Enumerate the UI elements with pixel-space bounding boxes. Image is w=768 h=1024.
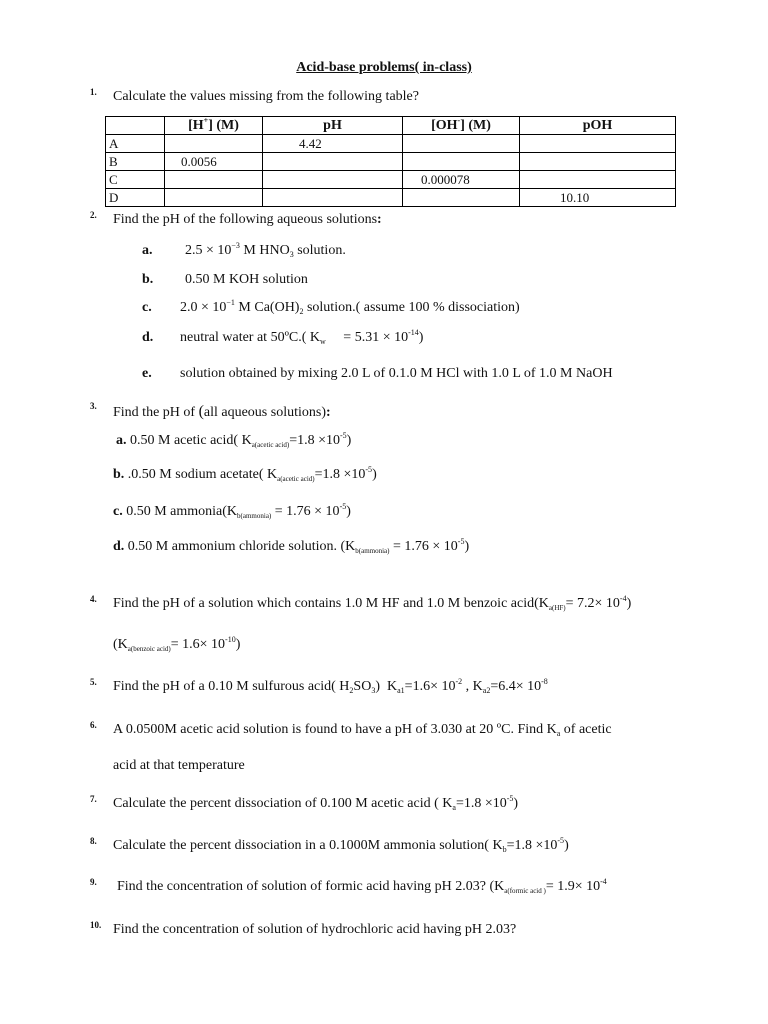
values-table xyxy=(105,116,676,207)
q2-item-d-label: d. xyxy=(142,330,154,345)
cell-poh xyxy=(520,153,676,171)
row-label: C xyxy=(106,171,165,189)
table-header-row xyxy=(106,117,676,135)
cell-h: 0.0056 xyxy=(165,153,263,171)
question-10-text: Find the concentration of solution of hydrochloric acid having pH 2.03? xyxy=(113,922,517,937)
cell-oh xyxy=(403,153,520,171)
q2-item-b-text: 0.50 M KOH solution xyxy=(185,272,308,287)
q3-item-d: d. 0.50 M ammonium chloride solution. $(K_{b(ammonia)} = 1.76 \times 10^{-5})$ xyxy=(113,537,470,555)
q2-item-d-text: neutral water at 50ºC.( $K_w$ = $5.31 \times 10^{-14}$) xyxy=(180,328,424,346)
cell-ph xyxy=(263,153,403,171)
question-number-4: 4. xyxy=(90,594,97,604)
cell-h xyxy=(165,189,263,207)
cell-oh xyxy=(403,135,520,153)
cell-h xyxy=(165,135,263,153)
q2-item-c-label: c. xyxy=(142,300,152,315)
question-1-text: Calculate the values missing from the following table? xyxy=(113,89,419,104)
table-row xyxy=(106,189,676,207)
question-8-text: Calculate the percent dissociation in a 0.1000M ammonia solution( $K_b=1.8 \times 10^{-5}$) xyxy=(113,836,569,854)
q3-item-b: b. .0.50 M sodium acetate( $K_{a(acetic acid)}=1.8 \times 10^{-5}$) xyxy=(113,465,377,483)
page-title: Acid-base problems( in-class) xyxy=(296,60,472,75)
q2-item-b-label: b. xyxy=(142,272,154,287)
row-label: A xyxy=(106,135,165,153)
question-9-text: Find the concentration of solution of formic acid having pH 2.03? ($K_{a(formic acid )}= 1.9\times 10^{-4}$ xyxy=(117,877,607,895)
question-number-2: 2. xyxy=(90,210,97,220)
cell-poh xyxy=(520,135,676,153)
cell-ph xyxy=(263,171,403,189)
table-header xyxy=(106,117,165,135)
table-row xyxy=(106,153,676,171)
question-number-3: 3. xyxy=(90,401,97,411)
question-6-line-2: acid at that temperature xyxy=(113,758,245,773)
question-number-5: 5. xyxy=(90,677,97,687)
table-header-poh: pOH xyxy=(520,117,676,135)
cell-poh xyxy=(520,171,676,189)
table-header-h: [H+] (M) xyxy=(165,117,263,135)
cell-oh: 0.000078 xyxy=(403,171,520,189)
question-number-10: 10. xyxy=(90,920,102,930)
table-row xyxy=(106,171,676,189)
q2-item-c-text: $2.0 \times 10^{-1}$ M $Ca(OH)_2$ solution.( assume 100 % dissociation) xyxy=(180,298,520,316)
cell-h xyxy=(165,171,263,189)
cell-ph: 4.42 xyxy=(263,135,403,153)
question-number-6: 6. xyxy=(90,720,97,730)
question-3-text: Find the pH of (all aqueous solutions): xyxy=(113,403,331,420)
question-5-text: Find the pH of a 0.10 M sulfurous acid( $H_2SO_3$) $K_{a1}=1.6\times 10^{-2}$ , $K_{a2}=6.4\times 10^{-8}$ xyxy=(113,677,548,695)
question-4-text: Find the pH of a solution which contains 1.0 M HF and 1.0 M benzoic $acid(K_{a(HF)}= 7.2\times 10^{-4})$ xyxy=(113,594,632,612)
q2-item-e-text: solution obtained by mixing 2.0 L of 0.1.0 M HCl with 1.0 L of 1.0 M NaOH xyxy=(180,366,613,381)
q2-item-a-label: a. xyxy=(142,243,153,258)
q2-item-e-label: e. xyxy=(142,366,152,381)
question-number-9: 9. xyxy=(90,877,97,887)
table-row xyxy=(106,135,676,153)
question-7-text: Calculate the percent dissociation of 0.100 M acetic acid ( $K_a=1.8 \times 10^{-5}$) xyxy=(113,794,519,812)
cell-poh: 10.10 xyxy=(520,189,676,207)
q3-item-c: c. 0.50 M $ammonia(K_{b(ammonia)} = 1.76 \times 10^{-5})$ xyxy=(113,502,351,520)
row-label: B xyxy=(106,153,165,171)
question-2-text: Find the pH of the following aqueous solutions: xyxy=(113,212,382,227)
table-header-ph: pH xyxy=(263,117,403,135)
question-number-1: 1. xyxy=(90,87,97,97)
row-label: D xyxy=(106,189,165,207)
question-number-8: 8. xyxy=(90,836,97,846)
question-number-7: 7. xyxy=(90,794,97,804)
q2-item-a-text: $2.5 \times 10^{-3}$ M $HNO_3$ solution. xyxy=(185,241,346,259)
table-header-oh: [OH-] (M) xyxy=(403,117,520,135)
cell-ph xyxy=(263,189,403,207)
q3-item-a: a. 0.50 M acetic acid( $K_{a(acetic acid)}=1.8 \times 10^{-5}$) xyxy=(116,431,352,449)
cell-oh xyxy=(403,189,520,207)
question-6-text: A 0.0500M acetic acid solution is found to have a pH of 3.030 at 20 ºC. Find $K_a$ of acetic xyxy=(113,722,612,738)
question-4-line-2: $(K_{a(benzoic acid)}= 1.6\times 10^{-10})$ xyxy=(113,635,241,653)
